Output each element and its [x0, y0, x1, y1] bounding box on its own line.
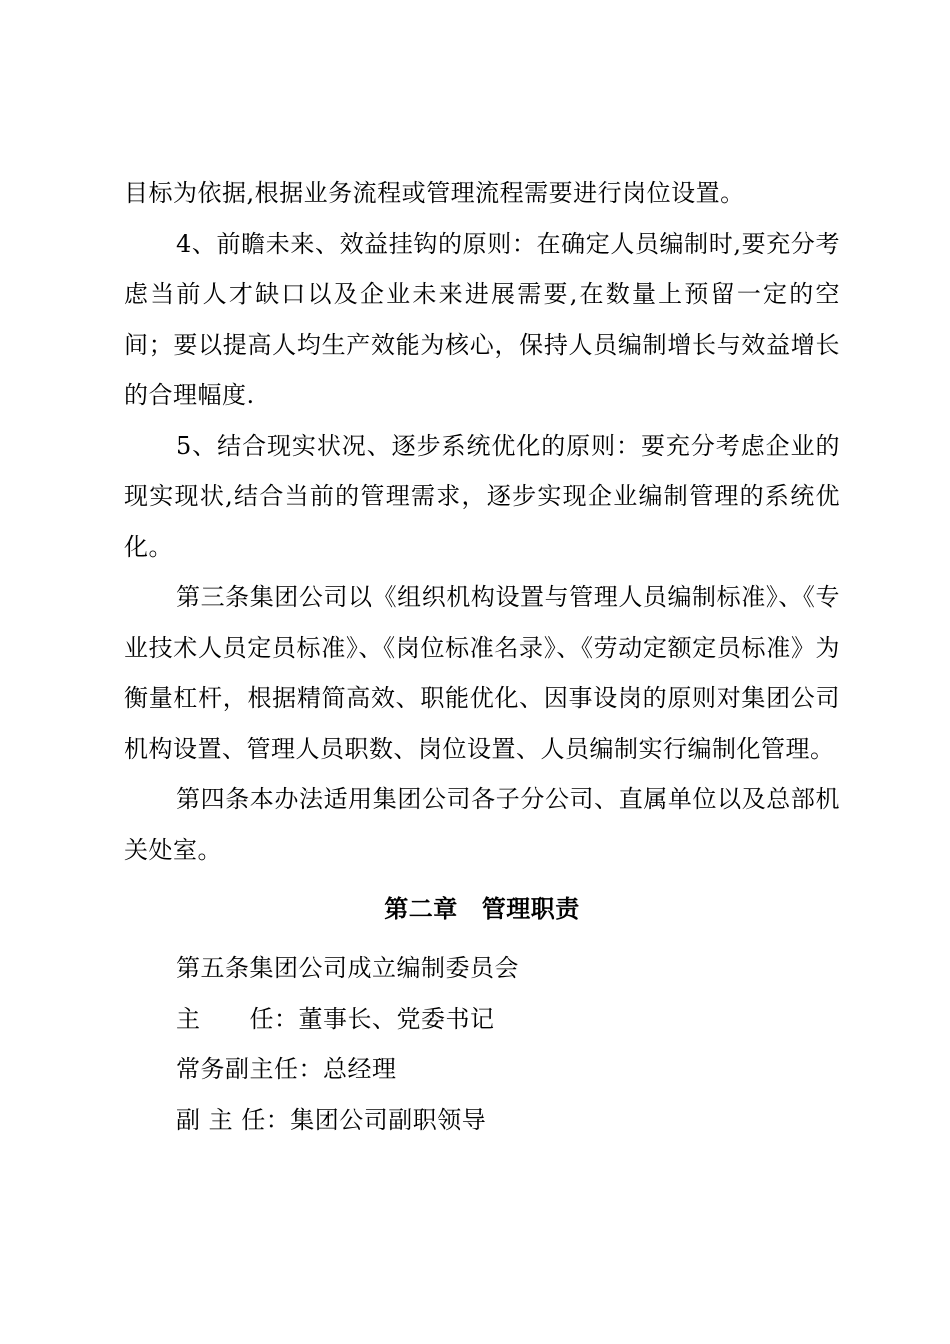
paragraph-continuation: 目标为依据,根据业务流程或管理流程需要进行岗位设置。 — [124, 179, 745, 207]
chapter-title: 管理职责 — [481, 895, 580, 923]
article-5-heading: 第五条集团公司成立编制委员会 — [176, 954, 519, 982]
paragraph-principle-4: 4、前瞻未来、效益挂钩的原则：在确定人员编制时,要充分考虑当前人才缺口以及企业未来进展需要,在数量上预留一定的空间；要以提高人均生产效能为核心，保持人员编制增长与效益增长的合理幅度. — [124, 229, 840, 409]
chapter-number: 第二章 — [384, 895, 458, 923]
document-page — [124, 168, 840, 1145]
role-line-executive-deputy — [124, 1044, 840, 1095]
role-line-director — [124, 994, 840, 1045]
paragraph-principle-5: 5、结合现实状况、逐步系统优化的原则：要充分考虑企业的现实现状,结合当前的管理需求，逐步实现企业编制管理的系统优化。 — [124, 431, 840, 561]
paragraph-article-3: 第三条集团公司以《组织机构设置与管理人员编制标准》、《专业技术人员定员标准》、《岗位标准名录》、《劳动定额定员标准》为衡量杠杆，根据精简高效、职能优化、因事设岗的原则对集团公司机构设置、管理人员职数、岗位设置、人员编制实行编制化管理。 — [124, 583, 840, 763]
role-value: 董事长、党委书记 — [298, 1004, 495, 1033]
paragraph-article-4: 第四条本办法适用集团公司各子分公司、直属单位以及总部机关处室。 — [124, 785, 840, 864]
role-value: 总经理 — [323, 1055, 397, 1083]
role-label: 主 任： — [176, 1004, 299, 1033]
role-label: 副 主 任： — [176, 1105, 291, 1134]
chapter-heading — [124, 883, 840, 935]
role-line-deputy — [124, 1095, 840, 1146]
role-value: 集团公司副职领导 — [290, 1105, 487, 1134]
role-label: 常务副主任： — [176, 1055, 323, 1083]
